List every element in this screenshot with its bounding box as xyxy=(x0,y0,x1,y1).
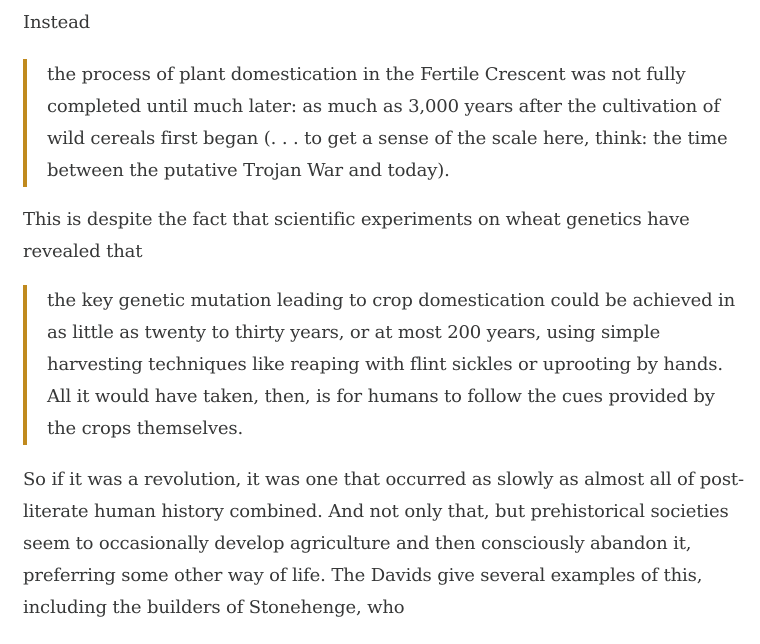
blockquote-domestication-timeline xyxy=(23,59,747,187)
blockquote-genetic-mutation xyxy=(23,285,747,445)
blockquote-text: the key genetic mutation leading to crop domestication could be achieved in as little as twenty to thirty years, or at most 200 years, using simple harvesting techniques like reaping with flint sickles or uprooting by hands. All it would have taken, then, is for humans to follow the cues provided by the crops themselves. xyxy=(47,290,736,439)
body-paragraph: This is despite the fact that scientific experiments on wheat genetics have revealed that xyxy=(23,209,690,262)
body-paragraph: So if it was a revolution, it was one that occurred as slowly as almost all of post-literate human history combined. And not only that, but prehistorical societies seem to occasionally develop agriculture and then consciously abandon it, preferring some other way of life. The Davids give several examples of this, including the builders of Stonehenge, who xyxy=(23,469,744,618)
article-body xyxy=(23,0,747,624)
blockquote-text: the process of plant domestication in the Fertile Crescent was not fully completed until much later: as much as 3,000 years after the cultivation of wild cereals first began (. . . to get a sense of the scale here, think: the time between the putative Trojan War and today). xyxy=(47,64,728,181)
intro-text: Instead xyxy=(23,12,91,33)
